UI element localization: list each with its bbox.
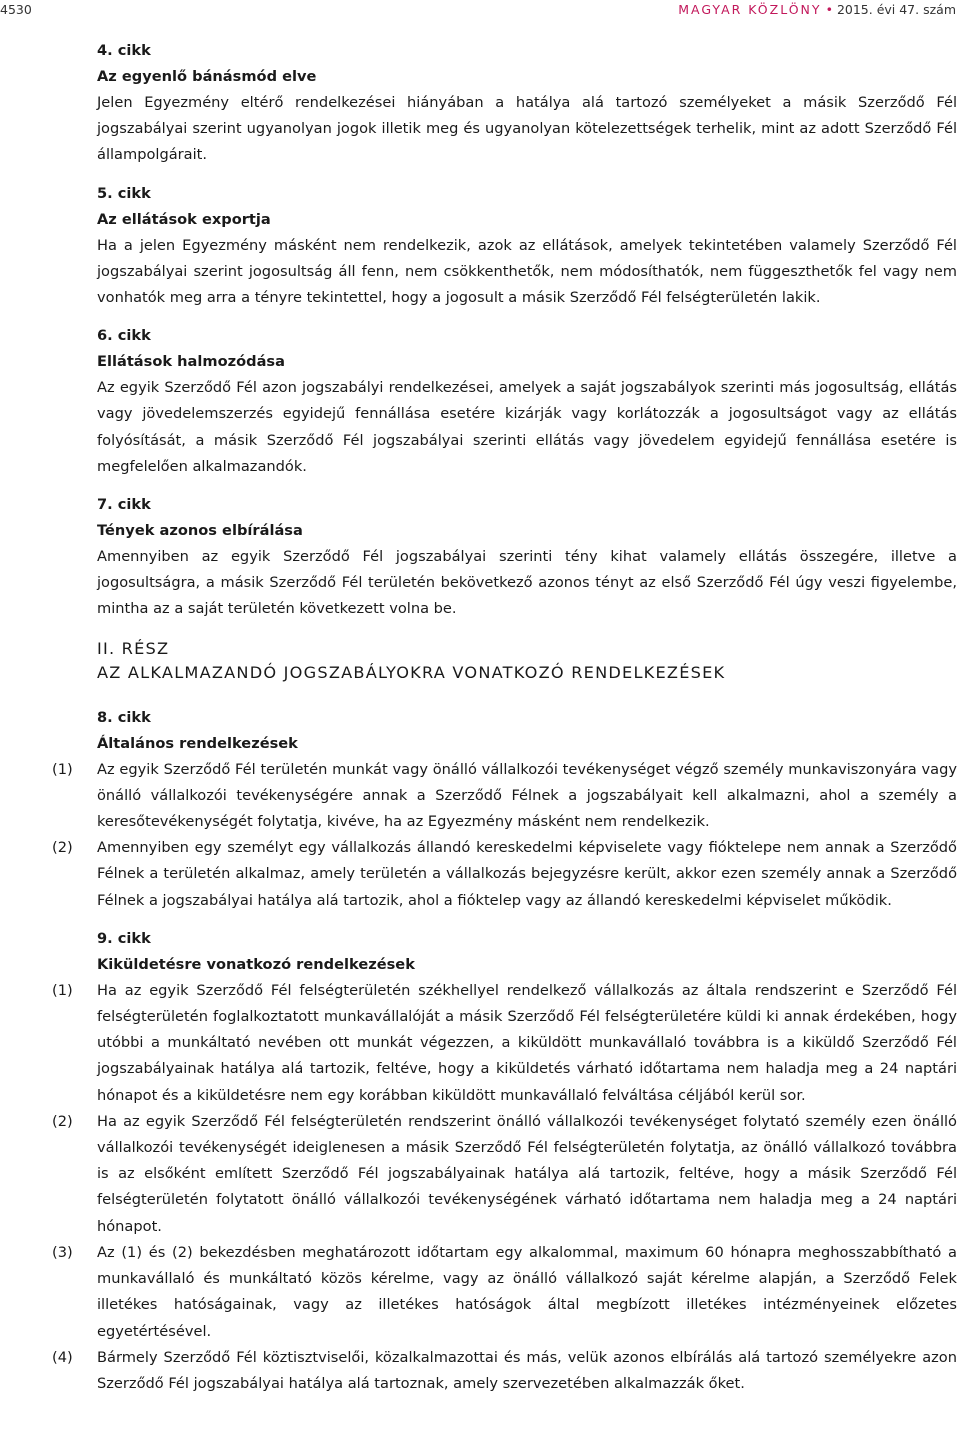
paragraph-number: (2) (52, 1112, 73, 1130)
article-title: Ellátások halmozódása (97, 353, 285, 371)
article-number: 4. cikk (97, 42, 151, 59)
paragraph-text: Az egyik Szerződő Fél területén munkát vagy önálló vállalkozói tevékenységet végző személy munkaviszonyára vagy önálló vállalkozói tevékenységére annak a Szerződő Félnek a jogszabályait kell alkalmazni, ahol a személy a keresőtevékenységét folytatja, kivéve, ha az Egyezmény másként nem rendelkezik. (97, 760, 957, 831)
article-5 (97, 181, 957, 312)
article-number: 6. cikk (97, 327, 151, 345)
article-text: Ha a jelen Egyezmény másként nem rendelkezik, azok az ellátások, amelyek tekintetében valamely Szerződő Fél jogszabályai szerint jogosultság áll fenn, nem csökkenthetők, nem módosíthatók, nem függeszthetők fel vagy nem vonhatók meg arra a tényre tekintettel, hogy a jogosult a másik Szerződő Fél felségterületén lakik. (97, 236, 957, 307)
article-title: Az ellátások exportja (97, 210, 271, 228)
article-title: Az egyenlő bánásmód elve (97, 68, 317, 85)
part-heading (97, 637, 957, 685)
article-number: 9. cikk (97, 929, 151, 947)
paragraph-text: Bármely Szerződő Fél köztisztviselői, közalkalmazottai és más, velük azonos elbírálás alá tartozó személyekre azon Szerződő Fél jogszabályai hatálya alá tartoznak, amely szervezetében alkalmazzák őket. (97, 1348, 957, 1392)
paragraph-number: (2) (52, 839, 73, 857)
paragraph-number: (3) (52, 1243, 73, 1261)
part-title: AZ ALKALMAZANDÓ JOGSZABÁLYOKRA VONATKOZÓ RENDELKEZÉSEK (97, 662, 726, 682)
paragraph-text: Ha az egyik Szerződő Fél felségterületén rendszerint önálló vállalkozói tevékenységet folytató személy ezen önálló vállalkozói tevékenységét ideiglenesen a másik Szerződő Fél felségterületén folytatja, az önálló vállalkozó továbbra is az elsőként említett Szerződő Fél jogszabályainak hatálya alá tartozik, feltéve, hogy a másik Szerződő Fél felségterületén folytatott önálló vállalkozói tevékenységének várható időtartama nem haladja meg a 24 naptári hónapot. (97, 1112, 957, 1235)
paragraph (52, 835, 957, 914)
part-number: II. RÉSZ (97, 638, 170, 658)
paragraph (52, 1109, 957, 1240)
article-title: Kiküldetésre vonatkozó rendelkezések (97, 955, 415, 973)
paragraph (52, 1240, 957, 1345)
article-number: 7. cikk (97, 496, 151, 514)
separator-dot: • (825, 2, 833, 17)
article-number: 8. cikk (97, 708, 151, 726)
article-4 (97, 38, 957, 169)
paragraph (52, 757, 957, 836)
article-text: Az egyik Szerződő Fél azon jogszabályi rendelkezései, amelyek a saját jogszabályok szerinti más jogosultság, ellátás vagy jövedelemszerzés egyidejű fennállása esetére kizárják vagy korlátozzák a jogosultságot vagy az ellátás folyósítását, a másik Szerződő Fél jogszabályai szerinti ellátás vagy jövedelem egyidejű fennállása esetére is megfelelően alkalmazandók. (97, 379, 957, 475)
article-text: Amennyiben az egyik Szerződő Fél jogszabályai szerinti tény kihat valamely ellátás összegére, illetve a jogosultságra, a másik Szerződő Fél területén bekövetkező azonos tényt az első Szerződő Fél úgy veszi figyelembe, mintha az a saját területén következett volna be. (97, 548, 957, 618)
article-title: Általános rendelkezések (97, 734, 298, 752)
document-body (52, 38, 957, 1409)
issue-label: 2015. évi 47. szám (836, 2, 956, 17)
paragraph-number: (1) (52, 981, 73, 999)
paragraph-text: Ha az egyik Szerződő Fél felségterületén székhellyel rendelkező vállalkozás az általa rendszerint e Szerződő Fél felségterületén foglalkoztatott munkavállalóját a másik Szerződő Fél felségterületére küldi ki annak érdekében, hogy utóbbi a munkáltató nevében ott munkát végezzen, a kiküldött munkavállaló továbbra is a kiküldő Szerződő Fél jogszabályainak hatálya alá tartozik, feltéve, hogy a kiküldetés várható időtartama nem haladja meg a 24 naptári hónapot és a kiküldetésre nem egy korábban kiküldött munkavállaló felváltása céljából kerül sor. (97, 981, 957, 1104)
publication-name: MAGYAR KÖZLÖNY (678, 2, 822, 17)
page-number: 4530 (0, 2, 32, 17)
paragraph (52, 978, 957, 1109)
article-6 (97, 323, 957, 480)
article-text: Jelen Egyezmény eltérő rendelkezései hiányában a hatálya alá tartozó személyeket a másik Szerződő Fél jogszabályai szerint ugyanolyan jogok illetik meg és ugyanolyan kötelezettségek terhelik, mint az adott Szerződő Fél állampolgárait. (97, 94, 957, 164)
article-9 (52, 926, 957, 1397)
paragraph-number: (1) (52, 760, 73, 778)
paragraph-number: (4) (52, 1348, 73, 1366)
paragraph-text: Amennyiben egy személyt egy vállalkozás állandó kereskedelmi képviselete vagy fióktelepe nem annak a Szerződő Félnek a területén alkalmaz, amely területén a vállalkozás bejegyzésre került, akkor ezen személy annak a Szerződő Félnek a jogszabályai hatálya alá tartozik, ahol a fióktelep vagy az állandó kereskedelmi képviselet működik. (97, 839, 957, 909)
page-header (0, 2, 960, 22)
paragraph-text: Az (1) és (2) bekezdésben meghatározott időtartam egy alkalommal, maximum 60 hónapra meghosszabbítható a munkavállaló és munkáltató közös kérelme, vagy az önálló vállalkozó saját kérelme alapján, a Szerződő Felek illetékes hatóságainak, vagy az illetékes hatóságok által megbízott illetékes intézményeinek előzetes egyetértésével. (97, 1243, 957, 1340)
article-title: Tények azonos elbírálása (97, 522, 303, 540)
article-8 (52, 705, 957, 914)
publication-info (678, 2, 956, 17)
article-number: 5. cikk (97, 184, 151, 202)
article-7 (97, 492, 957, 623)
paragraph (52, 1345, 957, 1397)
